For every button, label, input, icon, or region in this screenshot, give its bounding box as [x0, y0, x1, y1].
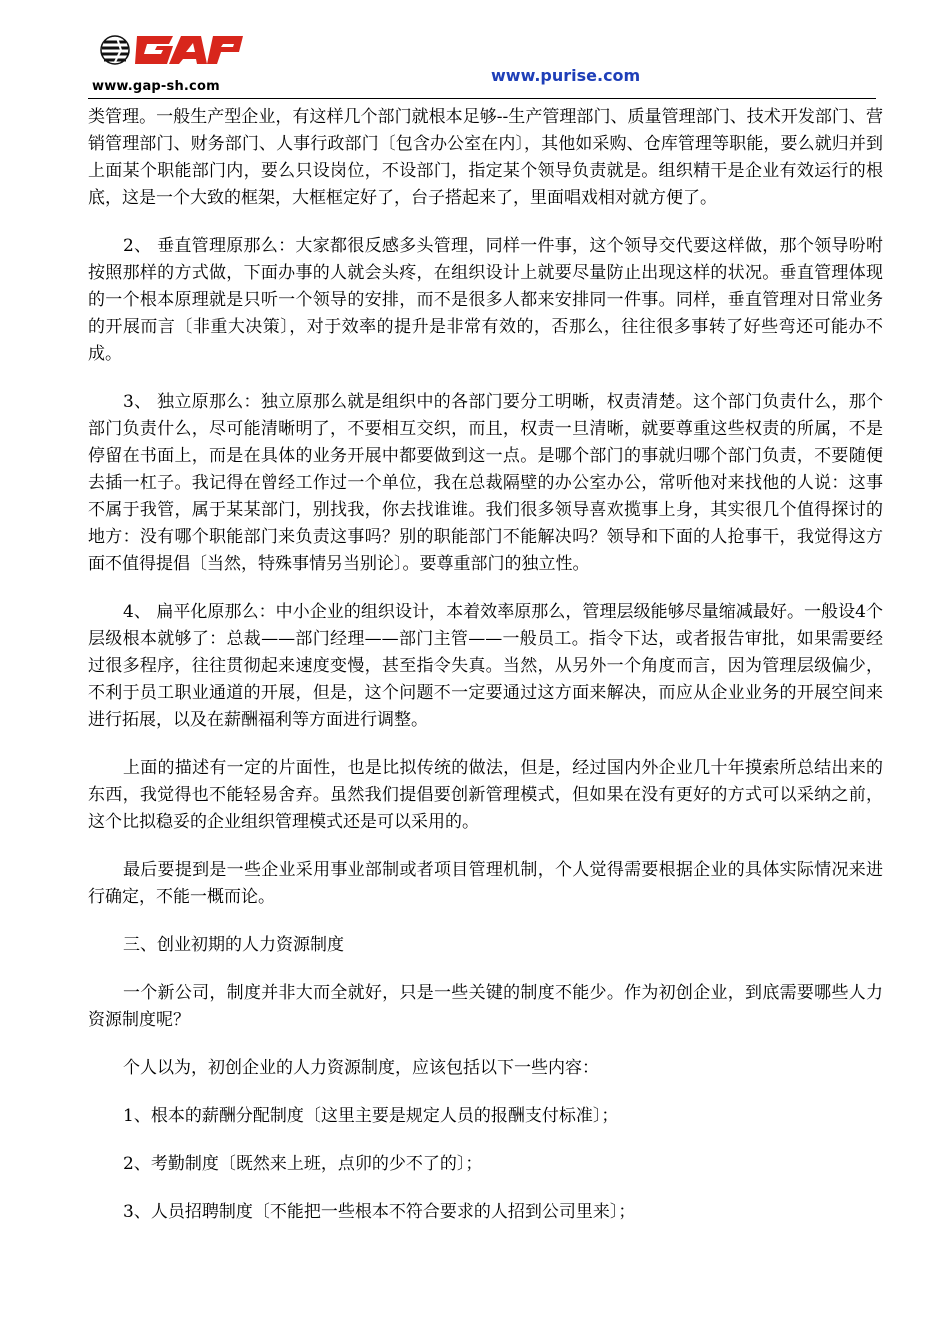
site-url-link[interactable]: www.purise.com	[491, 66, 641, 85]
globe-icon	[101, 36, 129, 64]
paragraph: 类管理。一般生产型企业，有这样几个部门就根本足够--生产管理部门、质量管理部门、技术开发部门、营销管理部门、财务部门、人事行政部门〔包含办公室在内〕，其他如采购、仓库管理等职能，要么就归并到上面某个职能部门内，要么只设岗位，不设部门，指定某个领导负责就是。组织精干是企业有效运行的根底，这是一个大致的框架，大框框定好了，台子搭起来了，里面唱戏相对就方便了。	[88, 107, 883, 208]
list-item: 2、考勤制度〔既然来上班，点卯的少不了的〕；	[123, 1154, 483, 1174]
paragraph: 一个新公司，制度并非大而全就好，只是一些关键的制度不能少。作为初创企业，到底需要哪些人力资源制度呢？	[88, 983, 883, 1030]
paragraph: 2、 垂直管理原那么：大家都很反感多头管理，同样一件事，这个领导交代要这样做，那个领导吩咐按照那样的方式做，下面办事的人就会头疼，在组织设计上就要尽量防止出现这样的状况。垂直管理体现的一个根本原理就是只听一个领导的安排，而不是很多人都来安排同一件事。同样，垂直管理对日常业务的开展而言〔非重大决策〕，对于效率的提升是非常有效的，否那么，往往很多事转了好些弯还可能办不成。	[88, 236, 883, 364]
page-header	[0, 0, 950, 102]
paragraph: 个人以为，初创企业的人力资源制度，应该包括以下一些内容：	[123, 1058, 599, 1078]
list-item: 3、人员招聘制度〔不能把一些根本不符合要求的人招到公司里来〕；	[123, 1202, 636, 1222]
logo-url[interactable]: www.gap-sh.com	[92, 79, 220, 94]
paragraph: 3、 独立原那么：独立原那么就是组织中的各部门要分工明晰，权责清楚。这个部门负责什么，那个部门负责什么，尽可能清晰明了，不要相互交织，而且，权责一旦清晰，就要尊重这些权责的所属，不是停留在书面上，而是在具体的业务开展中都要做到这一点。是哪个部门的事就归哪个部门负责，不要随便去插一杠子。我记得在曾经工作过一个单位，我在总裁隔壁的办公室办公，常听他对来找他的人说：这事不属于我管，属于某某部门，别找我，你去找谁谁。我们很多领导喜欢揽事上身，其实很几个值得探讨的地方：没有哪个职能部门来负责这事吗？别的职能部门不能解决吗？领导和下面的人抢事干，我觉得这方面不值得提倡〔当然，特殊事情另当别论〕。要尊重部门的独立性。	[88, 392, 883, 574]
header-divider	[88, 98, 876, 99]
gap-letters	[135, 36, 243, 64]
document-body	[88, 104, 883, 1247]
paragraph: 4、 扁平化原那么：中小企业的组织设计，本着效率原那么，管理层级能够尽量缩减最好。一般设4个层级根本就够了：总裁——部门经理——部门主管——一般员工。指令下达，或者报告审批，如果需要经过很多程序，往往贯彻起来速度变慢，甚至指令失真。当然，从另外一个角度而言，因为管理层级偏少，不利于员工职业通道的开展，但是，这个问题不一定要通过这方面来解决，而应从企业业务的开展空间来进行拓展，以及在薪酬福利等方面进行调整。	[88, 602, 883, 730]
paragraph: 上面的描述有一定的片面性，也是比拟传统的做法，但是，经过国内外企业几十年摸索所总结出来的东西，我觉得也不能轻易舍弃。虽然我们提倡要创新管理模式，但如果在没有更好的方式可以采纳之前，这个比拟稳妥的企业组织管理模式还是可以采用的。	[88, 758, 883, 832]
list-item: 1、根本的薪酬分配制度〔这里主要是规定人员的报酬支付标准〕；	[123, 1106, 619, 1126]
section-heading: 三、创业初期的人力资源制度	[123, 935, 344, 955]
paragraph: 最后要提到是一些企业采用事业部制或者项目管理机制，个人觉得需要根据企业的具体实际情况来进行确定，不能一概而论。	[88, 860, 883, 907]
